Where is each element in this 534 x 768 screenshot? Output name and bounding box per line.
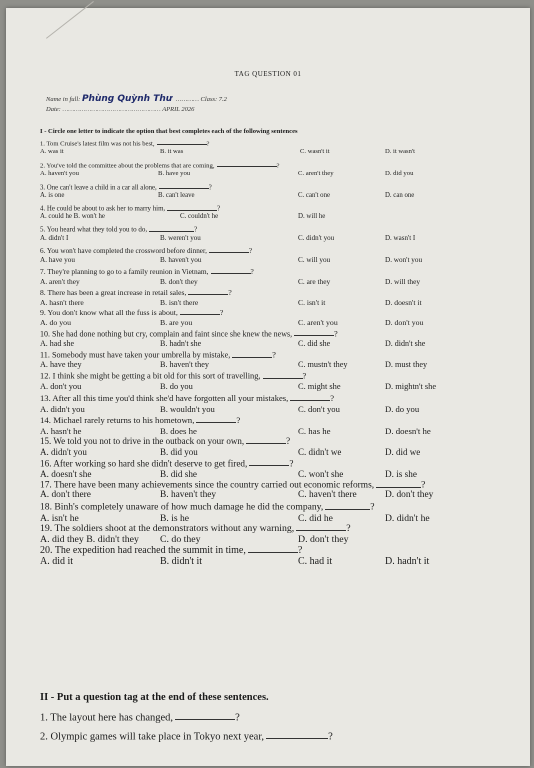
question-text: 2. Olympic games will take place in Tokyo next year, [40,731,265,743]
question-6 [40,246,252,255]
answer-blank[interactable] [188,288,228,295]
option-a[interactable]: A. have they [40,360,82,369]
option-a[interactable]: A. haven't you [40,170,79,177]
option-c[interactable]: C. mustn't they [298,360,348,369]
answer-blank[interactable] [149,225,194,232]
option-c[interactable]: C. wasn't it [300,148,330,155]
question-14 [40,415,240,425]
option-d[interactable]: D. don't they [385,490,434,500]
option-c[interactable]: C. might she [298,382,341,391]
options-row [40,318,510,328]
answer-blank[interactable] [325,501,370,510]
question-text: 5. You heard what they told you to do, [40,225,148,234]
question-text: 8. There has been a great increase in retail sales, [40,288,187,298]
option-a[interactable]: A. don't you [40,382,82,391]
options-row [40,213,510,223]
option-b[interactable]: C. couldn't he [180,213,219,220]
question-mark: ? [302,371,307,381]
option-d[interactable]: D. didn't he [385,513,430,524]
tag-question-1 [40,711,240,723]
options-row [40,339,510,349]
answer-blank[interactable] [157,139,207,145]
question-mark: ? [286,436,291,447]
answer-blank[interactable] [296,522,346,531]
option-b[interactable]: B. didn't it [160,556,203,567]
option-d[interactable]: D. is she [385,469,417,479]
question-mark: ? [276,162,280,170]
option-c[interactable]: C. did he [298,513,333,524]
option-c[interactable]: D. will he [298,213,326,220]
question-text: 18. Binh's completely unaware of how much damage he did the company, [40,501,324,513]
answer-blank[interactable] [290,393,330,401]
question-9 [40,308,223,317]
question-18 [40,501,375,513]
worksheet-page [6,8,530,766]
option-d[interactable]: D. did we [385,447,421,457]
option-d[interactable]: D. won't you [385,256,423,264]
answer-blank[interactable] [217,161,277,167]
option-c[interactable]: C. had it [298,556,333,567]
question-2 [40,161,279,169]
option-c[interactable]: C. didn't you [298,234,335,242]
option-c[interactable]: C. has he [298,426,331,436]
options-row [40,360,510,370]
option-d[interactable]: D. must they [385,360,428,369]
question-text: 6. You won't have completed the crossword before dinner, [40,246,207,255]
option-b[interactable]: B. did she [160,469,198,479]
option-c[interactable]: C. haven't there [298,490,357,500]
option-c[interactable]: C. isn't it [298,298,326,307]
option-c[interactable]: C. won't she [298,469,344,479]
option-a[interactable]: A. had she [40,339,74,348]
section-1-heading: I - Circle one letter to indicate the option that best completes each of the following sentences [40,128,298,135]
option-a[interactable]: A. didn't you [40,447,87,457]
question-3 [40,183,212,191]
option-b[interactable]: B. haven't you [160,256,202,264]
class-value: 7.2 [218,96,227,103]
answer-blank[interactable] [159,183,209,189]
option-a[interactable]: A. doesn't she [40,469,92,479]
option-a[interactable]: A. did they B. didn't they [40,534,139,545]
question-text: 20. The expedition had reached the summit in time, [40,545,246,556]
answer-blank[interactable] [232,350,272,358]
option-a[interactable]: A. do you [40,318,71,327]
option-b[interactable]: B. does he [160,426,197,436]
question-mark: ? [334,329,338,339]
question-mark: ? [228,288,232,298]
options-row [40,556,510,566]
option-c[interactable]: D. don't they [298,534,349,545]
option-a[interactable]: A. didn't you [40,404,85,414]
question-mark: ? [346,522,351,534]
option-c[interactable]: C. don't you [298,404,340,414]
question-5 [40,225,197,234]
name-label: Name in full: [46,96,81,103]
options-row [40,192,510,202]
class-label: Class: [200,96,218,103]
option-a[interactable]: A. didn't I [40,234,69,242]
option-a[interactable]: A. is one [40,192,65,199]
question-15 [40,436,290,446]
option-b[interactable]: B. did you [160,447,198,457]
question-text: 10. She had done nothing but cry, complain and faint since she knew the news, [40,329,293,339]
option-b[interactable]: B. haven't they [160,360,209,369]
option-b[interactable]: B. isn't there [160,298,199,307]
question-text: 3. One can't leave a child in a car all alone, [40,184,157,192]
answer-blank[interactable] [376,479,421,488]
question-text: 13. After all this time you'd think she'd have forgotten all your mistakes, [40,393,289,403]
question-mark: ? [208,184,212,192]
options-row [40,490,510,500]
option-c[interactable]: C. did she [298,339,331,348]
answer-blank[interactable] [209,246,249,253]
option-d[interactable]: D. doesn't he [385,426,431,436]
question-20 [40,544,302,556]
option-b[interactable]: B. do you [160,382,193,391]
answer-blank[interactable] [263,371,303,379]
option-c[interactable]: C. aren't they [298,170,334,177]
answer-blank[interactable] [175,711,235,720]
option-d[interactable]: D. it wasn't [385,148,415,155]
answer-blank[interactable] [266,730,328,739]
option-a[interactable]: A. could he B. won't he [40,213,105,220]
question-mark: ? [370,501,375,513]
name-value: Phùng Quỳnh Thư [81,94,173,104]
option-b[interactable]: B. don't they [160,277,198,286]
option-a[interactable]: A. hasn't there [40,298,84,307]
question-mark: ? [219,308,224,318]
options-row [40,298,510,308]
question-text: 11. Somebody must have taken your umbrella by mistake, [40,350,231,360]
question-mark: ? [272,350,276,360]
options-row [40,382,510,392]
options-row [40,447,510,457]
options-row [40,534,510,544]
question-19 [40,522,351,534]
option-d[interactable]: D. wasn't I [385,234,416,242]
question-text: 12. I think she might be getting a bit old for this sort of travelling, [40,371,261,381]
option-a[interactable]: A. was it [40,148,64,155]
option-c[interactable]: C. will you [298,256,331,264]
question-mark: ? [421,480,426,491]
question-text: 1. The layout here has changed, [40,712,174,724]
options-row [40,234,510,244]
option-a[interactable]: A. isn't he [40,513,79,524]
tag-question-2 [40,730,333,742]
question-text: 17. There have been many achievements since the country carried out economic reforms, [40,480,375,491]
question-4 [40,204,220,213]
option-c[interactable]: C. can't one [298,192,330,199]
answer-blank[interactable] [211,267,251,274]
date-label: Date: [46,106,61,113]
option-a[interactable]: A. hasn't he [40,426,82,436]
question-16 [40,458,293,468]
option-d[interactable]: D. can one [385,192,415,199]
question-text: 16. After working so hard she didn't deserve to get fired, [40,458,248,469]
option-d[interactable]: D. do you [385,404,420,414]
options-row [40,426,510,436]
question-7 [40,267,254,276]
options-row [40,277,510,287]
page-title: TAG QUESTION 01 [234,70,302,78]
question-mark: ? [289,458,294,469]
option-b[interactable]: B. it was [160,148,184,155]
option-b[interactable]: B. haven't they [160,490,217,500]
question-11 [40,350,276,360]
option-c[interactable]: C. aren't you [298,318,338,327]
option-b[interactable]: B. have you [158,170,191,177]
question-text: 14. Michael rarely returns to his hometown, [40,415,195,426]
answer-blank[interactable] [196,415,236,423]
options-row [40,256,510,266]
option-b[interactable]: B. hadn't she [160,339,202,348]
options-row [40,148,510,158]
question-text: 4. He could be about to ask her to marry him, [40,205,166,213]
option-a[interactable]: A. aren't they [40,277,80,286]
option-a[interactable]: A. have you [40,256,75,264]
question-text: 9. You don't know what all the fuss is about, [40,308,178,318]
question-mark: ? [194,225,198,234]
option-d[interactable]: D. did you [385,170,414,177]
answer-blank[interactable] [294,329,334,336]
option-d[interactable]: D. didn't she [385,339,426,348]
question-10 [40,329,338,338]
option-d[interactable]: D. will they [385,277,421,286]
name-line: Name in full: Phùng Quỳnh Thư ………… Class: 7.2 [46,94,227,104]
option-b[interactable]: B. can't leave [158,192,195,199]
option-b[interactable]: C. do they [160,534,201,545]
option-b[interactable]: B. wouldn't you [160,404,215,414]
option-b[interactable]: B. is he [160,513,190,524]
question-text: 15. We told you not to drive in the outback on your own, [40,436,245,447]
date-line: Date: …………………………………………… APRIL 2026 [46,106,195,113]
option-a[interactable]: A. did it [40,556,74,567]
question-8 [40,288,232,297]
option-d[interactable]: D. hadn't it [385,556,430,567]
option-a[interactable]: A. don't there [40,490,91,500]
options-row [40,469,510,479]
option-b[interactable]: B. are you [160,318,193,327]
answer-blank[interactable] [246,436,286,444]
question-13 [40,393,334,403]
option-c[interactable]: C. didn't we [298,447,342,457]
question-mark: ? [330,393,335,403]
question-mark: ? [206,140,210,148]
question-text: 19. The soldiers shoot at the demonstrators without any warning, [40,522,295,534]
answer-blank[interactable] [248,544,298,553]
question-1 [40,139,209,147]
answer-blank[interactable] [249,458,289,466]
option-d[interactable]: D. mightn't she [385,382,437,391]
question-mark: ? [236,415,241,426]
options-row [40,404,510,414]
options-row [40,170,510,180]
question-mark: ? [250,267,254,276]
question-12 [40,371,306,381]
option-d[interactable]: D. doesn't it [385,298,422,307]
option-c[interactable]: C. are they [298,277,331,286]
question-mark: ? [217,205,221,213]
question-mark: ? [235,712,240,724]
question-mark: ? [248,246,253,255]
question-text: 1. Tom Cruise's latest film was not his best, [40,140,155,148]
answer-blank[interactable] [167,204,217,211]
section-2-heading: II - Put a question tag at the end of these sentences. [40,692,269,703]
question-mark: ? [328,731,333,743]
question-text: 2. You've told the committee about the problems that are coming, [40,162,215,170]
paper-fold-line [46,1,119,70]
answer-blank[interactable] [180,308,220,315]
question-mark: ? [297,545,303,556]
question-text: 7. They're planning to go to a family reunion in Vietnam, [40,267,209,276]
option-d[interactable]: D. don't you [385,318,424,327]
question-17 [40,479,425,491]
date-value: APRIL 2026 [162,106,195,113]
option-b[interactable]: B. weren't you [160,234,201,242]
